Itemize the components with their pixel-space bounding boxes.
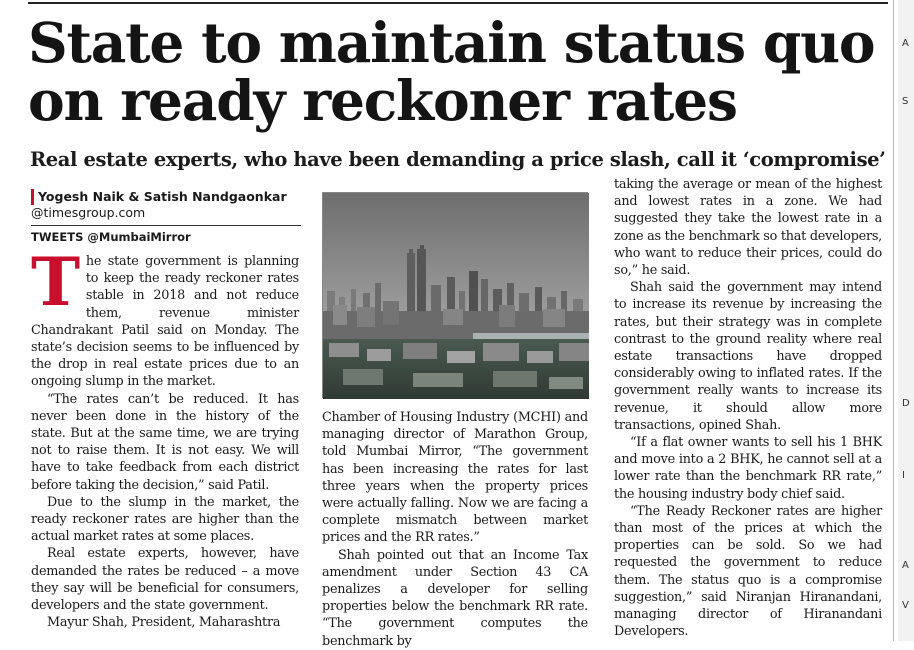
- article-column-2: [322, 409, 588, 649]
- twitter-handle: TWEETS @MumbaiMirror: [31, 230, 191, 244]
- headline: [28, 10, 890, 133]
- paragraph: “The rates can’t be reduced. It has never been done in the history of the state. But at the same time, we are trying not to raise them. It is not easy. We will have to take feedback from each district before taking the decision,” said Patil.: [31, 391, 299, 493]
- paragraph-text: he state government is planning to keep the ready reckoner rates stable in 2018 and not reduce them, revenue minister Chandrakant Patil said on Monday. The state’s decision seems to be influenced by the drop in real estate prices due to an ongoing slump in the market.: [31, 254, 299, 390]
- article-column-1: [31, 243, 299, 639]
- paragraph: “The Ready Reckoner rates are higher than most of the prices at which the properties can be sold. So we had requested the government to reduce them. The status quo is a compromise suggestion,” said Niranjan Hiranandani, managing director of Hiranandani Developers.: [614, 503, 882, 640]
- paragraph: Real estate experts, however, have demanded the rates be reduced – a move they say will be beneficial for consumers, developers and the state government.: [31, 546, 299, 614]
- byline-email: @timesgroup.com: [31, 205, 146, 220]
- paragraph: Shah said the government may intend to increase its revenue by increasing the rates, but their strategy was in complete contrast to the ground reality where real estate transactions have dropped considerably owing to inflated rates. If the government really wants to increase its revenue, it should allow more transactions, opined Shah.: [614, 280, 882, 433]
- column-divider: [893, 0, 894, 641]
- edge-letter: A: [902, 560, 909, 571]
- paragraph: Shah pointed out that an Income Tax amendment under Section 43 CA penalizes a developer for selling properties below the benchmark RR rate. “The government computes the benchmark by: [322, 547, 588, 649]
- edge-letter: V: [902, 600, 909, 611]
- skyline-photo: [322, 192, 588, 398]
- headline-line-1: State to maintain status quo: [28, 10, 875, 75]
- edge-letter: D: [902, 398, 910, 409]
- paragraph: [31, 243, 299, 391]
- top-rule: [28, 2, 888, 4]
- paragraph: Chamber of Housing Industry (MCHI) and managing director of Marathon Group, told Mumbai Mirror, “The government has been increasing the rates for last three years when the property prices were actually falling. Now we are facing a complete mismatch between market prices and the RR rates.”: [322, 410, 588, 546]
- headline-line-2: on ready reckoner rates: [28, 68, 737, 133]
- paragraph: Due to the slump in the market, the ready reckoner rates are higher than the actual market rates at some places.: [31, 494, 299, 545]
- paragraph: taking the average or mean of the highest and lowest rates in a zone. We had suggested they take the lowest rate in a zone as the benchmark so that developers, who want to reduce their prices, could do so,” he said.: [614, 177, 882, 279]
- byline-divider: [31, 225, 301, 226]
- paragraph: “If a flat owner wants to sell his 1 BHK and move into a 2 BHK, he cannot sell at a lower rate than the benchmark RR rate,” the housing industry body chief said.: [614, 435, 882, 502]
- article-column-3: [614, 176, 882, 639]
- paragraph: Mayur Shah, President, Maharashtra: [47, 615, 281, 631]
- subheadline: Real estate experts, who have been demanding a price slash, call it ‘compromise’: [30, 148, 886, 171]
- byline-authors: Yogesh Naik & Satish Nandgaonkar: [31, 189, 301, 205]
- edge-letter: S: [902, 96, 909, 107]
- drop-cap: T: [31, 243, 80, 321]
- edge-letter: I: [902, 470, 905, 481]
- edge-letter: A: [902, 38, 909, 49]
- byline: [31, 189, 301, 244]
